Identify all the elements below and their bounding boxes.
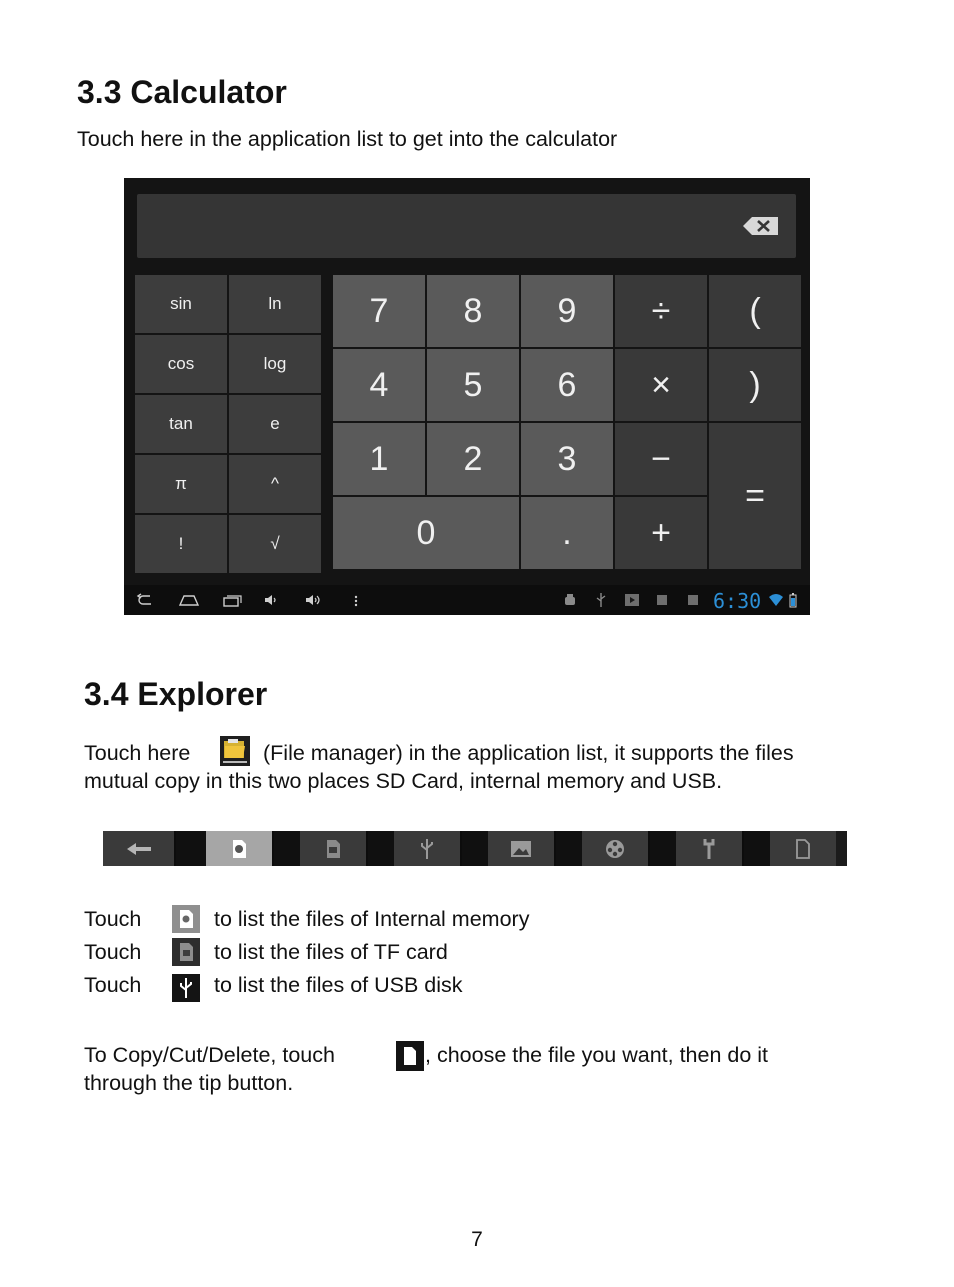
key-equals[interactable]: =	[709, 423, 801, 569]
key-pi[interactable]: π	[135, 455, 227, 513]
touch-description-tf: to list the files of TF card	[214, 940, 448, 964]
touch-description-internal: to list the files of Internal memory	[214, 907, 530, 931]
touch-word: Touch	[84, 973, 142, 997]
key-factorial[interactable]: !	[135, 515, 227, 573]
key-2[interactable]: 2	[427, 423, 519, 495]
toolbar-file-button[interactable]	[770, 831, 836, 866]
key-ln[interactable]: ln	[229, 275, 321, 333]
explorer-intro-body: (File manager) in the application list, it supports the files mutual copy in this two places SD Card, internal memory and USB.	[84, 741, 794, 793]
numeric-keypad	[333, 275, 799, 571]
toolbar-internal-memory-button[interactable]	[206, 831, 274, 866]
key-3[interactable]: 3	[521, 423, 613, 495]
internal-memory-icon	[230, 839, 248, 859]
key-cos[interactable]: cos	[135, 335, 227, 393]
toolbar-video-button[interactable]	[582, 831, 650, 866]
key-multiply[interactable]: ×	[615, 349, 707, 421]
key-tan[interactable]: tan	[135, 395, 227, 453]
usb-icon	[172, 974, 200, 1002]
copy-instruction-lead: To Copy/Cut/Delete, touch	[84, 1043, 335, 1067]
tools-icon	[702, 838, 716, 860]
wifi-icon	[768, 592, 784, 608]
page-number: 7	[471, 1228, 483, 1251]
status-clock: 6:30	[713, 589, 762, 613]
key-4[interactable]: 4	[333, 349, 425, 421]
key-log[interactable]: log	[229, 335, 321, 393]
back-arrow-icon	[125, 840, 153, 858]
usb-status-icon	[592, 592, 610, 608]
section-heading-explorer: 3.4 Explorer	[84, 676, 268, 712]
copy-instruction-rest: , choose the file you want, then do it	[425, 1043, 769, 1067]
key-decimal[interactable]: .	[521, 497, 613, 569]
key-5[interactable]: 5	[427, 349, 519, 421]
key-e[interactable]: e	[229, 395, 321, 453]
calculator-display	[137, 194, 796, 258]
key-7[interactable]: 7	[333, 275, 425, 347]
key-plus[interactable]: +	[615, 497, 707, 569]
key-minus[interactable]: −	[615, 423, 707, 495]
toolbar-back-button[interactable]	[103, 831, 176, 866]
touch-word: Touch	[84, 907, 142, 931]
toolbar-usb-button[interactable]	[394, 831, 462, 866]
file-icon	[396, 1041, 424, 1071]
explorer-toolbar	[103, 831, 847, 866]
tf-card-icon	[324, 839, 342, 859]
key-close-paren[interactable]: )	[709, 349, 801, 421]
key-1[interactable]: 1	[333, 423, 425, 495]
key-8[interactable]: 8	[427, 275, 519, 347]
sd-status-icon	[653, 592, 671, 608]
key-9[interactable]: 9	[521, 275, 613, 347]
key-power[interactable]: ^	[229, 455, 321, 513]
usb-icon	[418, 838, 436, 860]
menu-icon[interactable]	[352, 592, 360, 608]
section-heading-calculator: 3.3 Calculator	[77, 74, 287, 110]
home-icon[interactable]	[178, 592, 200, 608]
toolbar-tf-card-button[interactable]	[300, 831, 368, 866]
volume-down-icon[interactable]	[263, 592, 281, 608]
touch-word: Touch	[84, 940, 142, 964]
key-6[interactable]: 6	[521, 349, 613, 421]
tf-card-icon	[172, 938, 200, 966]
video-icon	[605, 839, 625, 859]
android-debug-icon	[561, 592, 579, 608]
volume-up-icon[interactable]	[304, 592, 324, 608]
image-icon	[510, 840, 532, 858]
touch-description-usb: to list the files of USB disk	[214, 973, 463, 997]
storage-status-icon	[684, 592, 702, 608]
media-status-icon	[623, 592, 641, 608]
key-sqrt[interactable]: √	[229, 515, 321, 573]
recent-apps-icon[interactable]	[221, 592, 243, 608]
battery-icon	[788, 592, 798, 608]
key-divide[interactable]: ÷	[615, 275, 707, 347]
toolbar-image-button[interactable]	[488, 831, 556, 866]
explorer-intro-lead: Touch here	[84, 741, 191, 765]
key-open-paren[interactable]: (	[709, 275, 801, 347]
file-icon	[795, 839, 811, 859]
system-navigation-bar	[124, 585, 810, 615]
key-0[interactable]: 0	[333, 497, 519, 569]
back-icon[interactable]	[136, 592, 154, 608]
internal-memory-icon	[172, 905, 200, 933]
advanced-keypad	[135, 275, 321, 571]
backspace-icon[interactable]	[742, 216, 780, 236]
copy-instruction-line2: through the tip button.	[84, 1071, 294, 1095]
calculator-screenshot	[124, 178, 810, 615]
toolbar-tools-button[interactable]	[676, 831, 744, 866]
calculator-intro: Touch here in the application list to get into the calculator	[77, 127, 618, 151]
key-sin[interactable]: sin	[135, 275, 227, 333]
